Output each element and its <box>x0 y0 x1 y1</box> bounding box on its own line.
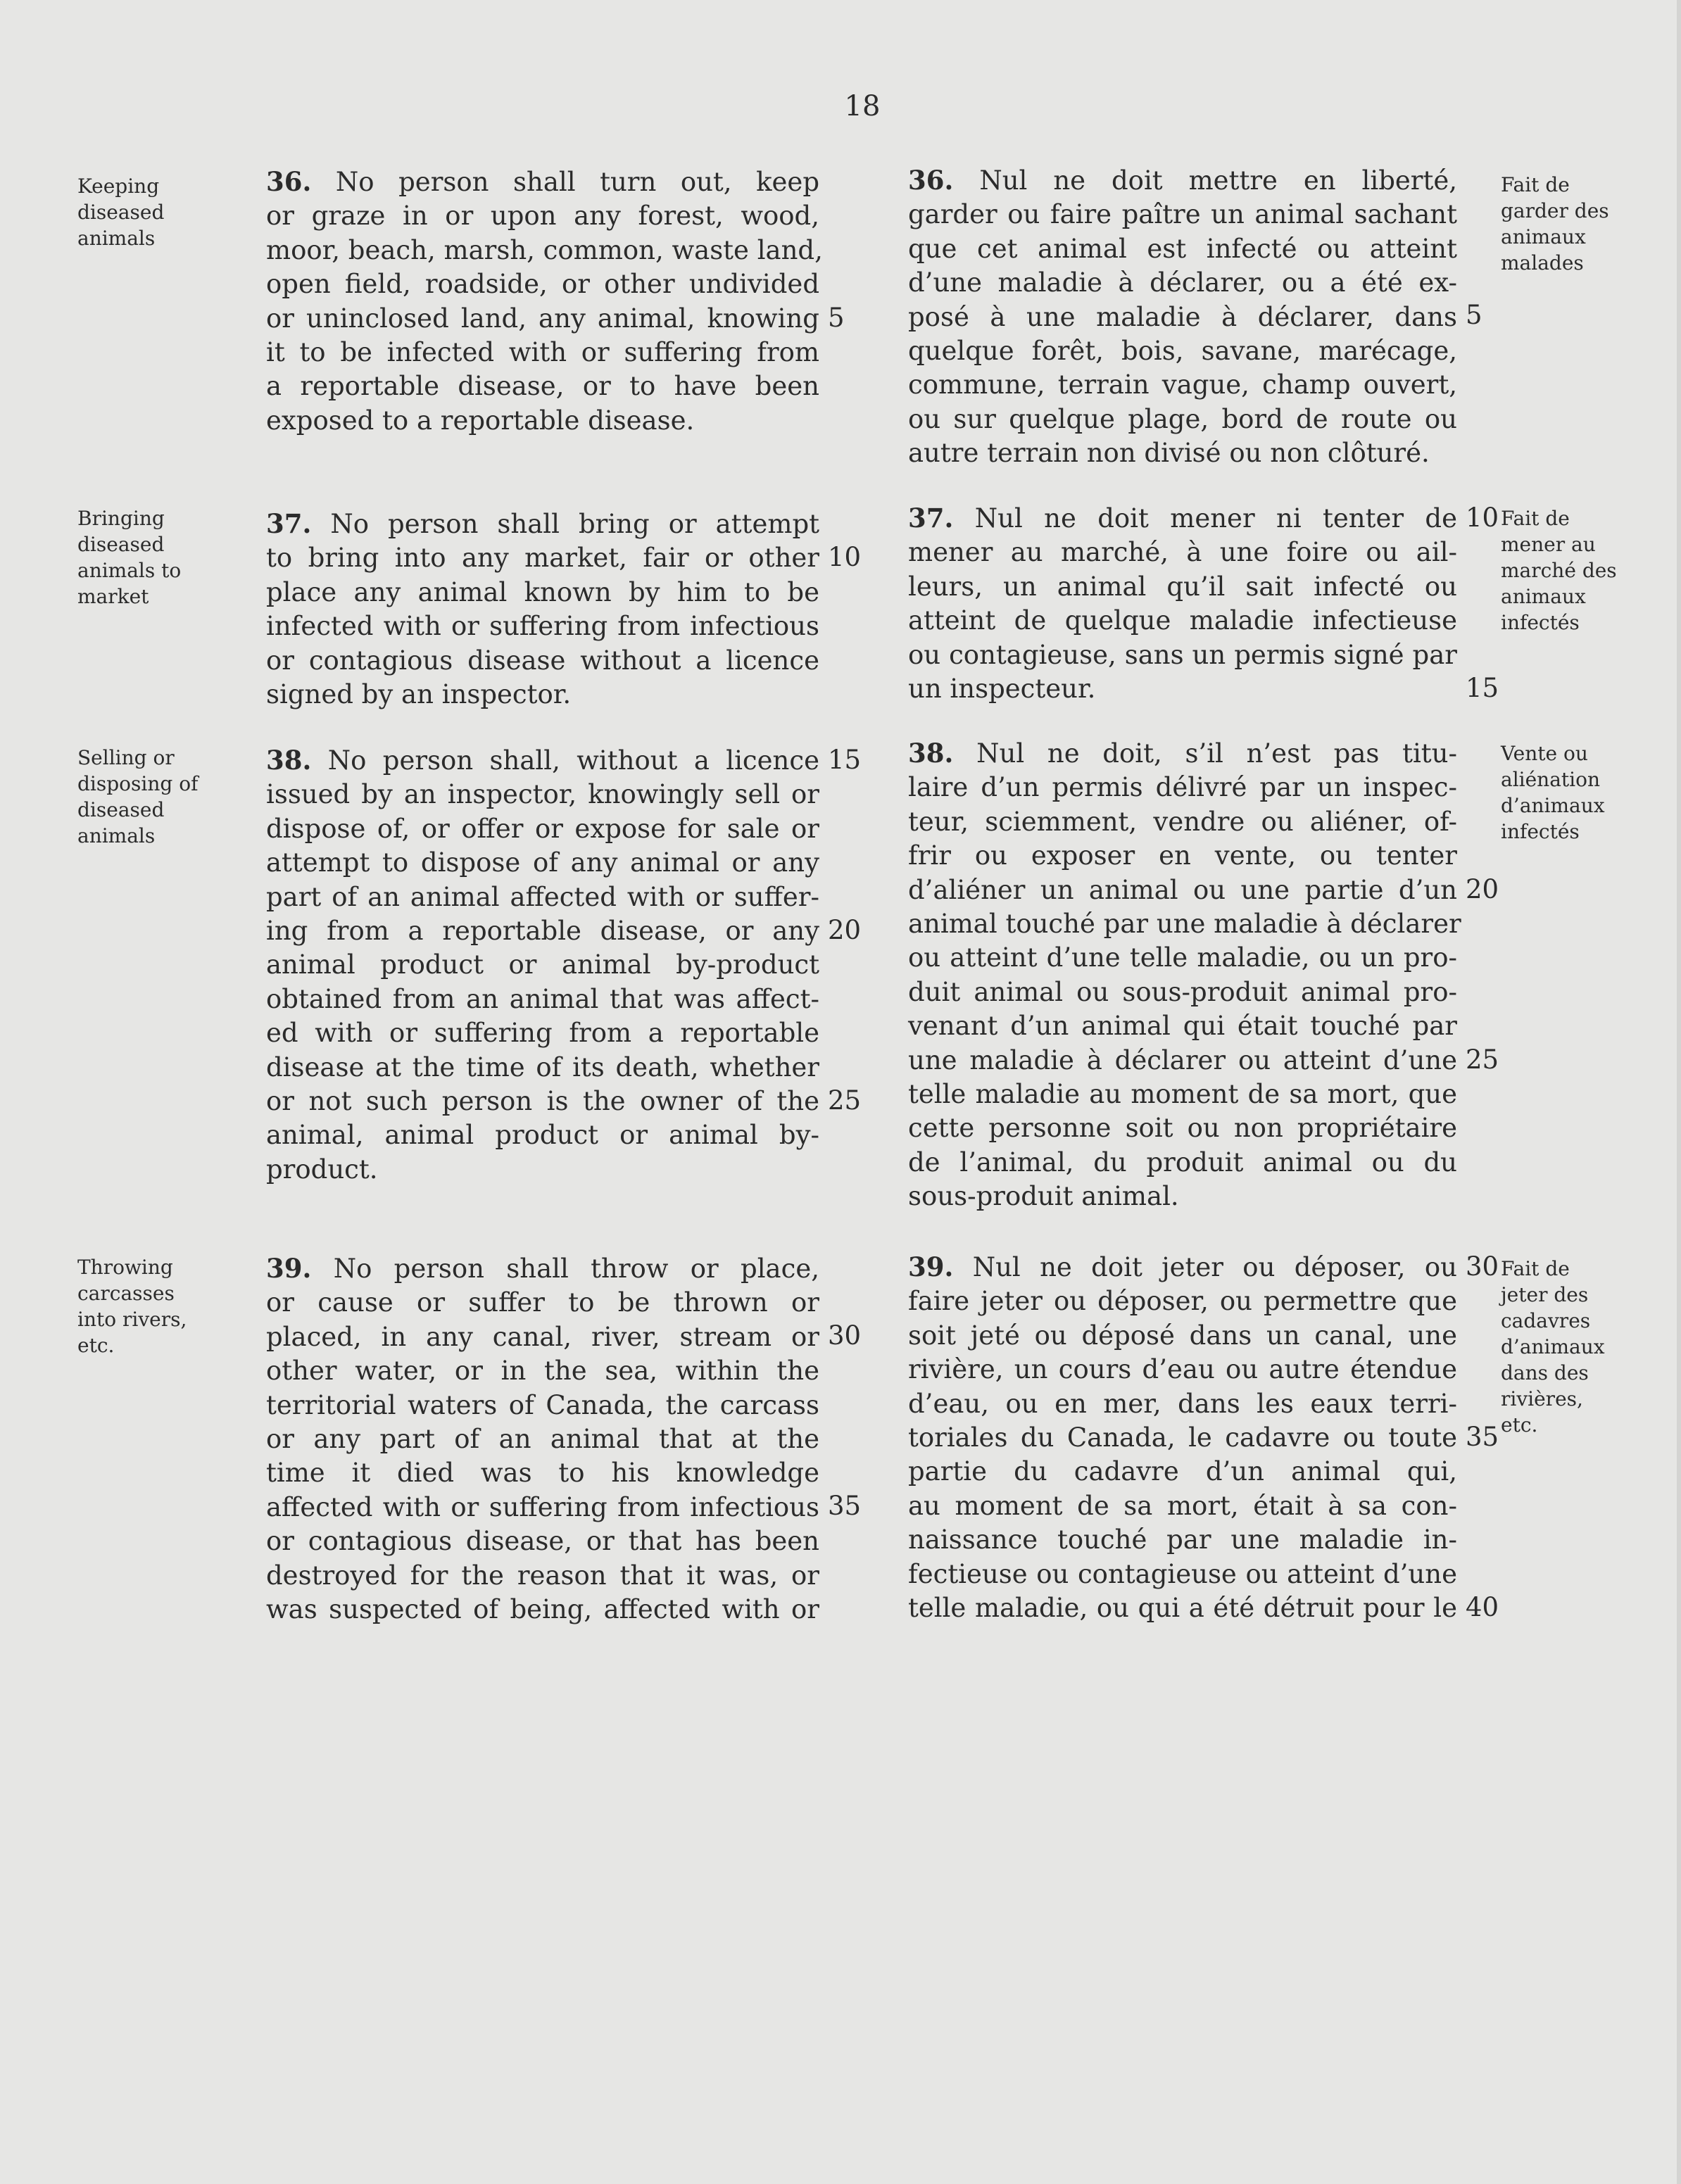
margin-note-fr-38 <box>1501 740 1642 845</box>
text-line: une maladie à déclarer ou atteint d’une <box>908 1044 1457 1075</box>
text-line: exposed to a reportable disease. <box>266 405 695 436</box>
text-line: or any part of an animal that at the <box>266 1424 819 1455</box>
note-line: Selling or <box>77 746 175 769</box>
text-line: ou sur quelque plage, bord de route ou <box>908 403 1457 434</box>
note-line: diseased <box>77 798 165 821</box>
text-line: signed by an inspector. <box>266 679 572 710</box>
text-line: or cause or suffer to be thrown or <box>266 1287 819 1318</box>
line-number: 25 <box>828 1085 862 1116</box>
note-line: etc. <box>1501 1413 1538 1437</box>
text-line: ed with or suffering from a reportable <box>266 1018 819 1049</box>
text-line: No person shall throw or place, <box>333 1254 819 1284</box>
text-line: faire jeter ou déposer, ou permettre que <box>908 1286 1457 1317</box>
section-38-en <box>266 743 819 1187</box>
note-line: animals to <box>77 559 182 582</box>
section-number: 36. <box>908 165 954 196</box>
note-line: diseased <box>77 533 165 556</box>
text-line: garder ou faire paître un animal sachant <box>908 199 1457 230</box>
note-line: Bringing <box>77 507 165 530</box>
text-line: or contagious disease, or that has been <box>266 1526 819 1557</box>
line-number: 30 <box>1466 1251 1499 1282</box>
line-number: 20 <box>1466 874 1499 904</box>
note-line: animals <box>77 824 156 847</box>
note-line: dans des <box>1501 1361 1589 1384</box>
text-line: au moment de sa mort, était à sa con- <box>908 1490 1457 1521</box>
text-line: animal touché par une maladie à déclarer <box>908 909 1461 940</box>
text-line: cette personne soit ou non propriétaire <box>908 1113 1457 1144</box>
margin-note-en-38 <box>77 745 218 849</box>
text-line: No person shall bring or attempt <box>330 509 819 539</box>
text-line: laire d’un permis délivré par un inspec- <box>908 772 1457 803</box>
line-number: 10 <box>1466 503 1499 533</box>
section-39-fr <box>908 1250 1457 1625</box>
line-number: 5 <box>1466 300 1482 330</box>
text-line: dispose of, or offer or expose for sale or <box>266 813 819 844</box>
section-39-en <box>266 1251 819 1627</box>
line-number: 35 <box>828 1491 862 1521</box>
section-38-fr <box>908 736 1461 1214</box>
line-number: 40 <box>1466 1592 1499 1622</box>
text-line: Nul ne doit jeter ou déposer, ou <box>972 1252 1457 1282</box>
note-line: garder des <box>1501 199 1609 222</box>
text-line: teur, sciemment, vendre ou aliéner, of- <box>908 806 1457 837</box>
note-line: rivières, <box>1501 1387 1583 1410</box>
text-line: frir ou exposer en vente, ou tenter <box>908 840 1457 871</box>
margin-note-en-36 <box>77 173 218 251</box>
note-line: d’animaux <box>1501 1335 1605 1358</box>
text-line: obtained from an animal that was affect- <box>266 983 819 1014</box>
line-number: 25 <box>1466 1044 1499 1075</box>
note-line: animaux <box>1501 225 1586 248</box>
line-number: 15 <box>1466 673 1499 703</box>
section-number: 39. <box>266 1253 312 1284</box>
text-line: telle maladie, ou qui a été détruit pour le <box>908 1593 1457 1624</box>
margin-note-fr-39 <box>1501 1256 1642 1438</box>
text-line: posé à une maladie à déclarer, dans <box>908 301 1457 332</box>
text-line: Nul ne doit mener ni tenter de <box>974 503 1457 534</box>
note-line: Fait de <box>1501 173 1570 196</box>
line-number: 20 <box>828 915 862 945</box>
text-line: telle maladie au moment de sa mort, que <box>908 1079 1457 1110</box>
text-line: ing from a reportable disease, or any <box>266 916 819 947</box>
text-line: Nul ne doit, s’il n’est pas titu- <box>976 738 1458 769</box>
text-line: or contagious disease without a licence <box>266 645 819 676</box>
text-line: time it died was to his knowledge <box>266 1458 819 1489</box>
note-line: carcasses <box>77 1282 175 1305</box>
text-line: de l’animal, du produit animal ou du <box>908 1147 1457 1178</box>
text-line: destroyed for the reason that it was, or <box>266 1560 819 1591</box>
section-number: 37. <box>266 508 312 539</box>
text-line: moor, beach, marsh, common, waste land, <box>266 234 823 265</box>
text-line: que cet animal est infecté ou atteint <box>908 233 1457 264</box>
text-line: d’aliéner un animal ou une partie d’un <box>908 874 1457 905</box>
scan-edge <box>1677 0 1681 2184</box>
text-line: soit jeté ou déposé dans un canal, une <box>908 1320 1457 1351</box>
note-line: jeter des <box>1501 1283 1589 1306</box>
text-line: d’eau, ou en mer, dans les eaux terri- <box>908 1388 1457 1419</box>
text-line: issued by an inspector, knowingly sell or <box>266 779 819 810</box>
text-line: territorial waters of Canada, the carcass <box>266 1389 819 1420</box>
text-line: was suspected of being, affected with or <box>266 1594 819 1625</box>
text-line: place any animal known by him to be <box>266 576 819 607</box>
line-number: 15 <box>828 745 862 775</box>
text-line: rivière, un cours d’eau ou autre étendue <box>908 1354 1457 1385</box>
text-line: un inspecteur. <box>908 674 1096 705</box>
note-line: infectés <box>1501 611 1580 634</box>
text-line: ou atteint d’une telle maladie, ou un pro- <box>908 942 1457 973</box>
text-line: disease at the time of its death, whether <box>266 1052 819 1082</box>
note-line: Keeping <box>77 175 160 198</box>
text-line: No person shall turn out, keep <box>335 167 819 197</box>
margin-note-en-39 <box>77 1254 218 1358</box>
section-number: 37. <box>908 503 954 534</box>
note-line: market <box>77 585 149 608</box>
note-line: d’animaux <box>1501 794 1605 817</box>
text-line: venant d’un animal qui était touché par <box>908 1011 1457 1042</box>
note-line: etc. <box>77 1334 115 1357</box>
text-line: animal product or animal by-product <box>266 949 819 980</box>
text-line: mener au marché, à une foire ou ail- <box>908 537 1457 568</box>
text-line: or graze in or upon any forest, wood, <box>266 201 819 232</box>
section-number: 39. <box>908 1251 954 1282</box>
note-line: disposing of <box>77 772 199 795</box>
note-line: Fait de <box>1501 1257 1570 1280</box>
text-line: toriales du Canada, le cadavre ou toute <box>908 1422 1457 1453</box>
line-number: 10 <box>828 542 862 572</box>
section-37-fr <box>908 501 1457 706</box>
text-line: atteint de quelque maladie infectieuse <box>908 605 1457 636</box>
note-line: cadavres <box>1501 1309 1591 1332</box>
text-line: fectieuse ou contagieuse ou atteint d’une <box>908 1558 1457 1589</box>
text-line: d’une maladie à déclarer, ou a été ex- <box>908 267 1457 298</box>
text-line: ou contagieuse, sans un permis signé par <box>908 639 1457 670</box>
text-line: commune, terrain vague, champ ouvert, <box>908 370 1457 400</box>
text-line: animal, animal product or animal by- <box>266 1120 819 1151</box>
note-line: marché des <box>1501 559 1617 582</box>
text-line: placed, in any canal, river, stream or <box>266 1321 819 1352</box>
note-line: Throwing <box>77 1256 173 1279</box>
line-number: 30 <box>828 1320 862 1351</box>
section-37-en <box>266 507 819 712</box>
section-36-en <box>266 165 823 438</box>
line-number: 5 <box>828 303 845 333</box>
text-line: part of an animal affected with or suffer- <box>266 881 819 912</box>
text-line: or not such person is the owner of the <box>266 1086 819 1117</box>
section-36-fr <box>908 163 1457 471</box>
text-line: sous-produit animal. <box>908 1181 1179 1212</box>
margin-note-fr-37 <box>1501 505 1642 636</box>
text-line: leurs, un animal qu’il sait infecté ou <box>908 571 1457 602</box>
text-line: Nul ne doit mettre en liberté, <box>979 165 1457 196</box>
text-line: to bring into any market, fair or other <box>266 543 819 574</box>
note-line: Vente ou <box>1501 742 1588 765</box>
text-line: other water, or in the sea, within the <box>266 1356 819 1387</box>
section-number: 38. <box>908 738 954 769</box>
text-line: it to be infected with or suffering from <box>266 337 819 368</box>
note-line: Fait de <box>1501 507 1570 530</box>
section-number: 36. <box>266 166 312 197</box>
margin-note-fr-36 <box>1501 172 1642 276</box>
text-line: product. <box>266 1154 378 1185</box>
note-line: animaux <box>1501 585 1586 608</box>
text-line: a reportable disease, or to have been <box>266 371 819 402</box>
text-line: naissance touché par une maladie in- <box>908 1525 1457 1555</box>
note-line: aliénation <box>1501 768 1600 791</box>
text-line: quelque forêt, bois, savane, marécage, <box>908 336 1457 367</box>
note-line: infectés <box>1501 820 1580 843</box>
text-line: attempt to dispose of any animal or any <box>266 847 819 878</box>
text-line: duit animal ou sous-produit animal pro- <box>908 976 1457 1007</box>
note-line: animals <box>77 227 156 250</box>
text-line: affected with or suffering from infectious <box>266 1491 819 1522</box>
note-line: diseased <box>77 201 165 224</box>
text-line: open field, roadside, or other undivided <box>266 269 819 300</box>
text-line: No person shall, without a licence <box>327 745 819 776</box>
text-line: partie du cadavre d’un animal qui, <box>908 1456 1457 1487</box>
text-line: autre terrain non divisé ou non clôturé. <box>908 438 1430 469</box>
section-number: 38. <box>266 745 312 776</box>
note-line: malades <box>1501 251 1584 274</box>
text-line: or uninclosed land, any animal, knowing <box>266 303 819 334</box>
page-number: 18 <box>844 90 881 122</box>
margin-note-en-37 <box>77 505 218 610</box>
text-line: infected with or suffering from infectious <box>266 611 819 642</box>
line-number: 35 <box>1466 1422 1499 1452</box>
note-line: into rivers, <box>77 1308 187 1331</box>
note-line: mener au <box>1501 533 1596 556</box>
